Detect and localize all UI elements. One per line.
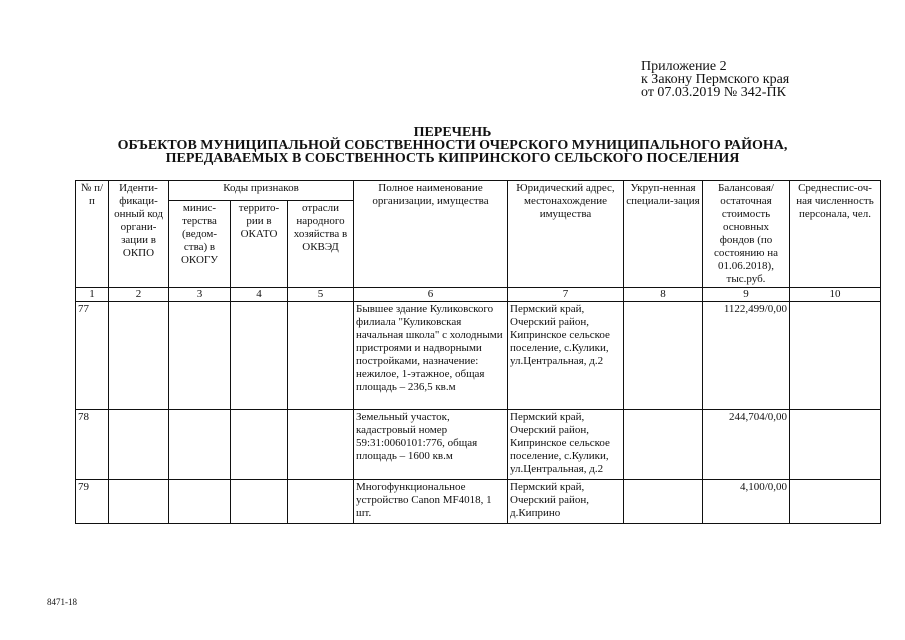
cell-specialization [624, 410, 703, 480]
column-number: 10 [790, 288, 881, 302]
appendix-line: Приложение 2 [641, 59, 727, 74]
cell-name: Бывшее здание Куликовского филиала "Куликовская начальная школа" с холодными пристроями и надворными постройками, назначение: нежилое, 1-этажное, общая площадь – 236,5 кв.м [354, 302, 508, 410]
appendix-line: к Закону Пермского края [641, 72, 790, 87]
column-number: 7 [508, 288, 624, 302]
cell-okpo [109, 302, 169, 410]
cell-balance: 1122,499/0,00 [703, 302, 790, 410]
cell-name: Земельный участок, кадастровый номер 59:31:0060101:776, общая площадь – 1600 кв.м [354, 410, 508, 480]
cell-name: Многофункциональное устройство Canon MF4018, 1 шт. [354, 480, 508, 524]
header-okved: отрасли народного хозяйства в ОКВЭД [288, 201, 354, 288]
header-okpo: Иденти-фикаци-онный код органи-зации в ОКПО [109, 181, 169, 288]
document-title [0, 126, 905, 165]
property-table [75, 180, 881, 524]
column-number: 6 [354, 288, 508, 302]
column-number: 1 [76, 288, 109, 302]
cell-okato [231, 410, 288, 480]
column-number: 3 [169, 288, 231, 302]
cell-specialization [624, 480, 703, 524]
cell-okogu [169, 410, 231, 480]
header-balance: Балансовая/ остаточная стоимость основных фондов (по состоянию на 01.06.2018), тыс.руб. [703, 181, 790, 288]
appendix-line: от 07.03.2019 № 342-ПК [641, 85, 786, 100]
header-okogu: минис-терства (ведом-ства) в ОКОГУ [169, 201, 231, 288]
column-number: 8 [624, 288, 703, 302]
row-num: 79 [76, 480, 109, 524]
column-number: 2 [109, 288, 169, 302]
header-specialization: Укруп-ненная специали-зация [624, 181, 703, 288]
header-address: Юридический адрес, местонахождение имущества [508, 181, 624, 288]
cell-okved [288, 480, 354, 524]
header-okato: террито-рии в ОКАТО [231, 201, 288, 288]
cell-okato [231, 480, 288, 524]
document-code: 8471-18 [47, 597, 77, 607]
cell-staff [790, 302, 881, 410]
column-number: 9 [703, 288, 790, 302]
header-name: Полное наименование организации, имущества [354, 181, 508, 288]
row-num: 78 [76, 410, 109, 480]
cell-balance: 4,100/0,00 [703, 480, 790, 524]
cell-staff [790, 410, 881, 480]
cell-specialization [624, 302, 703, 410]
cell-okpo [109, 410, 169, 480]
cell-address: Пермский край, Очерский район, Кипринское сельское поселение, с.Кулики, ул.Центральная, д.2 [508, 410, 624, 480]
column-number: 4 [231, 288, 288, 302]
table-row [76, 410, 881, 480]
table-row [76, 302, 881, 410]
table-row [76, 480, 881, 524]
appendix-note [641, 60, 789, 99]
cell-okpo [109, 480, 169, 524]
cell-okogu [169, 480, 231, 524]
cell-staff [790, 480, 881, 524]
cell-okved [288, 410, 354, 480]
cell-okato [231, 302, 288, 410]
cell-address: Пермский край, Очерский район, д.Киприно [508, 480, 624, 524]
cell-balance: 244,704/0,00 [703, 410, 790, 480]
header-row [76, 181, 881, 201]
column-number: 5 [288, 288, 354, 302]
header-codes-group: Коды признаков [169, 181, 354, 201]
header-num: № п/п [76, 181, 109, 288]
title-line: ОБЪЕКТОВ МУНИЦИПАЛЬНОЙ СОБСТВЕННОСТИ ОЧЕРСКОГО МУНИЦИПАЛЬНОГО РАЙОНА, [117, 138, 788, 153]
cell-okved [288, 302, 354, 410]
row-num: 77 [76, 302, 109, 410]
column-number-row [76, 288, 881, 302]
header-staff: Среднеспис-оч-ная численность персонала, чел. [790, 181, 881, 288]
title-line: ПЕРЕДАВАЕМЫХ В СОБСТВЕННОСТЬ КИПРИНСКОГО СЕЛЬСКОГО ПОСЕЛЕНИЯ [165, 151, 740, 166]
cell-address: Пермский край, Очерский район, Кипринское сельское поселение, с.Кулики, ул.Центральная, д.2 [508, 302, 624, 410]
cell-okogu [169, 302, 231, 410]
title-line: ПЕРЕЧЕНЬ [413, 125, 492, 140]
